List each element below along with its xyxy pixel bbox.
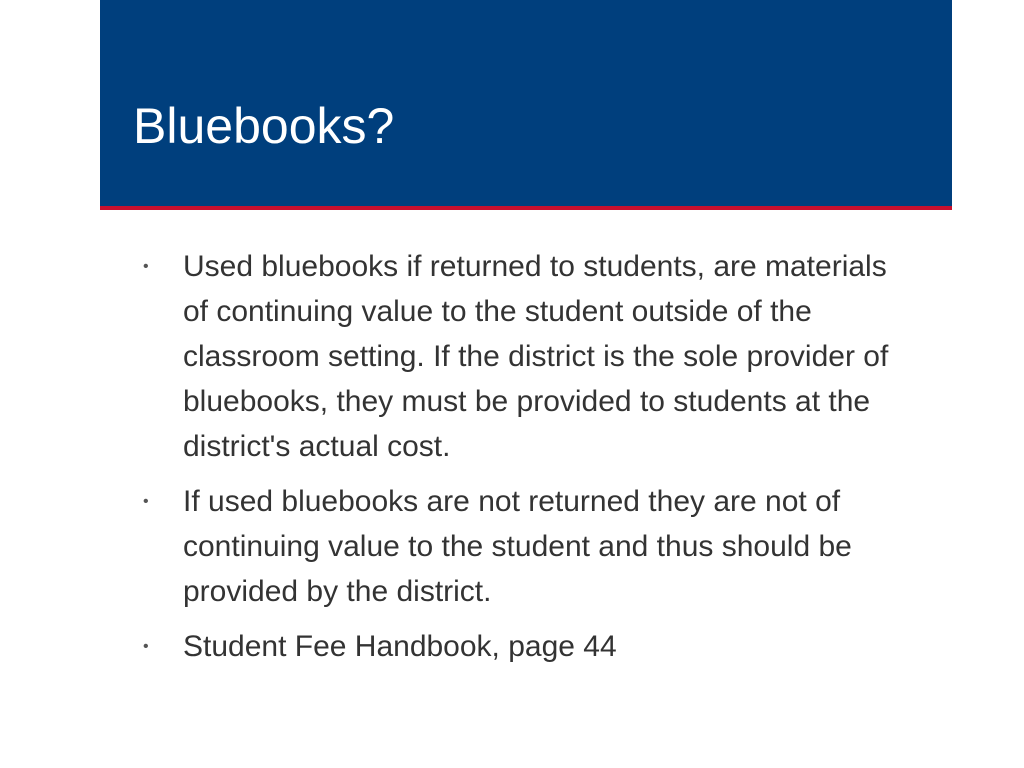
bullet-marker: • bbox=[143, 258, 149, 275]
bullet-text: Used bluebooks if returned to students, are materials of continuing value to the student outside of the classroom setting. If the district is the sole provider of bluebooks, they must be provided to students at the district's actual cost. bbox=[183, 250, 889, 463]
bullet-text: If used bluebooks are not returned they are not of continuing value to the student and thus should be provided by the district. bbox=[183, 485, 852, 608]
bullet-marker: • bbox=[143, 493, 149, 510]
bullet-item-not-returned bbox=[140, 479, 920, 614]
bullet-marker: • bbox=[143, 638, 149, 655]
slide-title: Bluebooks? bbox=[133, 98, 395, 154]
bullet-list bbox=[140, 244, 920, 679]
bullet-item-continuing-value bbox=[140, 244, 920, 469]
bullet-text: Student Fee Handbook, page 44 bbox=[183, 630, 617, 663]
bullet-item-handbook-reference bbox=[140, 624, 920, 669]
title-banner bbox=[100, 0, 952, 210]
